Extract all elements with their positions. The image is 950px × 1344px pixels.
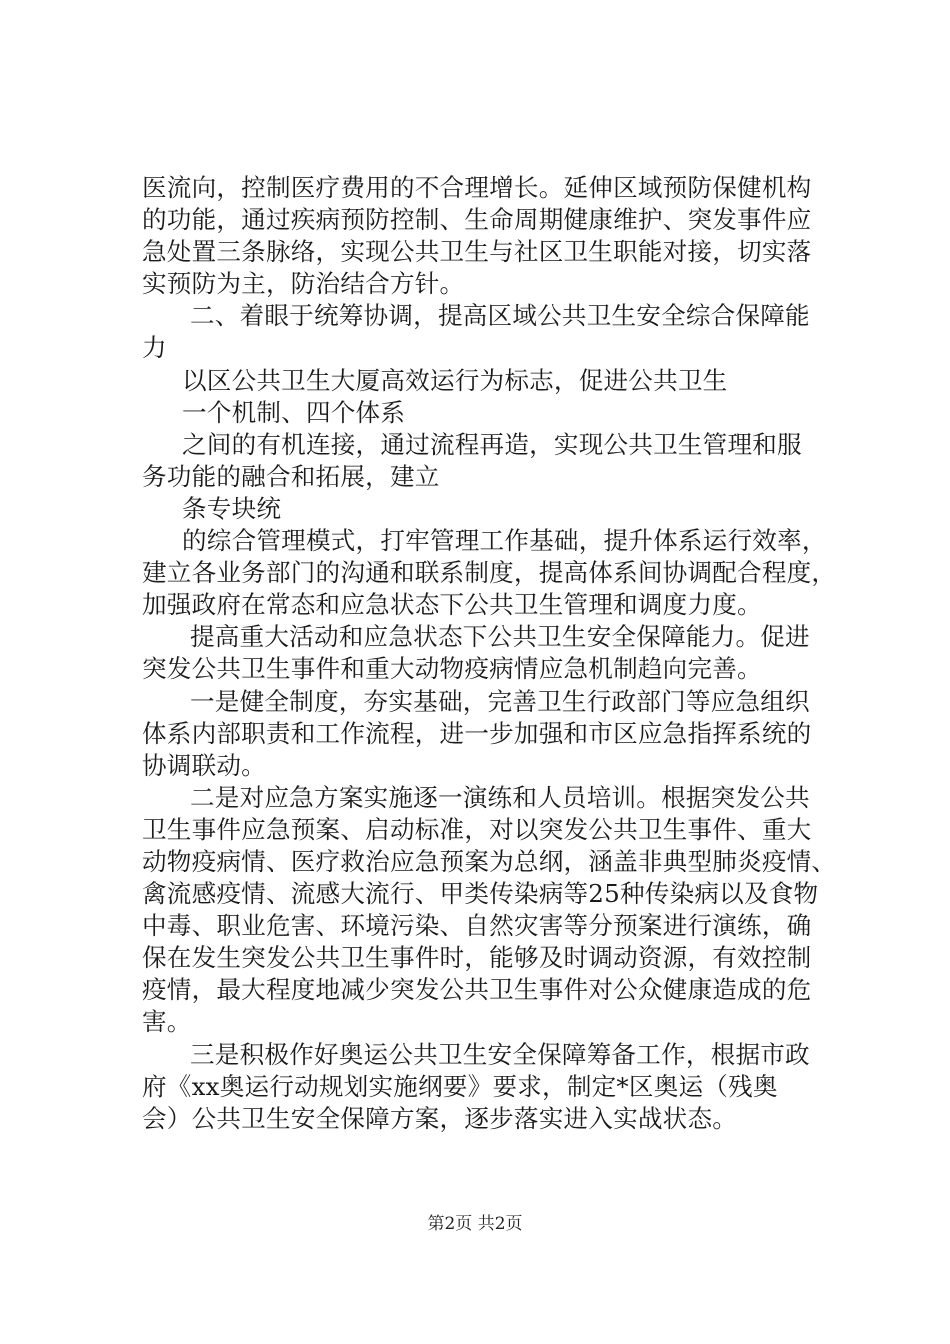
text-line: 三是积极作好奥运公共卫生安全保障筹备工作，根据市政 [190,1039,810,1069]
text-line: 一是健全制度，夯实基础，完善卫生行政部门等应急组织 [190,686,810,716]
body-text [142,172,837,1135]
text-line: 体系内部职责和工作流程，进一步加强和市区应急指挥系统的 [142,718,812,748]
text-line: 提高重大活动和应急状态下公共卫生安全保障能力。促进 [190,622,810,652]
text-line: 二是对应急方案实施逐一演练和人员培训。根据突发公共 [190,782,810,812]
text-line: 突发公共卫生事件和重大动物疫病情应急机制趋向完善。 [142,654,762,684]
text-line: 禽流感疫情、流感大流行、甲类传染病等25种传染病以及食物 [142,879,819,909]
page-number: 第2页 共2页 [427,1214,523,1234]
text-line: 实预防为主，防治结合方针。 [142,269,465,299]
text-line: 会）公共卫生安全保障方案，逐步落实进入实战状态。 [142,1103,738,1133]
text-line: 以区公共卫生大厦高效运行为标志，促进公共卫生 [182,365,728,395]
text-line: 一个机制、四个体系 [182,397,406,427]
section-heading: 二、着眼于统筹协调，提高区域公共卫生安全综合保障能 [190,301,810,331]
text-line: 害。 [142,1007,192,1037]
text-line: 的功能，通过疾病预防控制、生命周期健康维护、突发事件应 [142,205,812,235]
text-line: 医流向，控制医疗费用的不合理增长。延伸区域预防保健机构 [142,173,812,202]
text-line: 卫生事件应急预案、启动标准，对以突发公共卫生事件、重大 [142,814,812,844]
page-footer [0,1212,950,1236]
text-line: 疫情，最大程度地减少突发公共卫生事件对公众健康造成的危 [142,975,812,1005]
text-line: 协调联动。 [142,750,266,780]
text-line: 中毒、职业危害、环境污染、自然灾害等分预案进行演练，确 [142,911,812,941]
text-line: 动物疫病情、医疗救治应急预案为总纲，涵盖非典型肺炎疫情、 [142,846,837,876]
text-line: 保在发生突发公共卫生事件时，能够及时调动资源，有效控制 [142,943,812,973]
text-line: 急处置三条脉络，实现公共卫生与社区卫生职能对接，切实落 [142,237,812,267]
text-line: 之间的有机连接，通过流程再造，实现公共卫生管理和服 [182,429,802,459]
text-line: 务功能的融合和拓展，建立 [142,461,440,491]
section-heading-cont: 力 [142,333,167,363]
text-line: 的综合管理模式，打牢管理工作基础，提升体系运行效率， [182,526,827,556]
text-line: 建立各业务部门的沟通和联系制度，提高体系间协调配合程度， [142,558,837,588]
text-line: 府《xx奥运行动规划实施纲要》要求，制定*区奥运（残奥 [142,1071,778,1101]
text-line: 加强政府在常态和应急状态下公共卫生管理和调度力度。 [142,590,762,620]
text-line: 条专块统 [182,493,282,523]
